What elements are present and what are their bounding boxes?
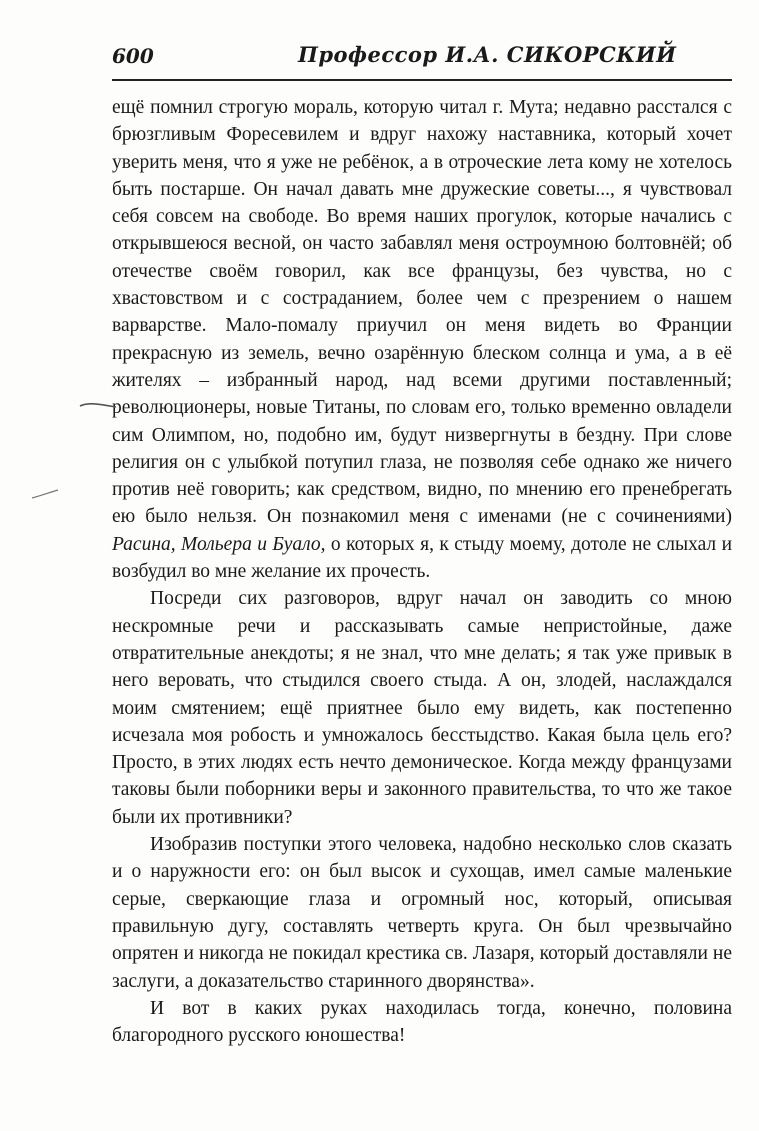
page-number: 600	[112, 44, 154, 68]
pen-mark-icon	[30, 488, 60, 502]
running-title: Профессор И.А. СИКОРСКИЙ	[298, 42, 677, 67]
author-names: Расина, Мольера и Буало,	[112, 533, 326, 555]
paragraph-1	[112, 94, 732, 585]
paragraph-3: Изобразив поступки этого человека, надобно несколько слов сказать и о наружности его: он был высок и сухощав, имел самые маленькие серые, сверкающие глаза и огромный нос, который, описывая правильную дугу, составлять четверть круга. Он был чрезвычайно опрятен и никогда не покидал крестика св. Лазаря, который доставляли не заслуги, а доказательство старинного дворянства».	[112, 834, 732, 992]
paragraph-1-start: ещё помнил строгую мораль, которую читал г. Мута; недавно расстался с брюзгливым Форесевилем и вдруг нахожу наставника, который хочет уверить меня, что я уже не ребёнок, а в отроческие лета кому не хотелось быть постарше. Он начал давать мне дружеские советы..., я чувствовал себя совсем на свободе. Во время наших прогулок, которые начались с открывшеюся весной, он часто забавлял меня остроумною болтовнёй; об отечестве своём говорил, как все французы, без чувства, но с хвастовством и с состраданием, более чем с презрением о нашем варварстве. Мало-помалу приучил он меня видеть во Франции прекрасную из земель, вечно озарённую блеском солнца и ума, а в её жителях – избранный народ, над всеми другими поставленный; революционеры, новые Титаны, по словам его, только временно овладели сим Олимпом, но, подобно им, будут низвергнуты в бездну. При слове религия он с улыбкой потупил глаза, не позволяя себе однако же ничего против неё говорить; как средством, видно, по мнению его пренебрегать ею было нельзя. Он познакомил меня с именами (не с сочинениями)	[112, 97, 732, 528]
header-rule	[112, 79, 732, 81]
paragraph-4: И вот в каких руках находилась тогда, конечно, половина благородного русского юношества!	[112, 997, 732, 1047]
paragraph-2: Посреди сих разговоров, вдруг начал он заводить со мною нескромные речи и рассказывать самые непристойные, даже отвратительные анекдоты; я не знал, что мне делать; я так уже привык в него веровать, что стыдился своего стыда. А он, злодей, наслаждался моим смятением; ещё приятнее было ему видеть, как постепенно исчезала моя робость и умножалось бесстыдство. Какая была цель его? Просто, в этих людях есть нечто демоническое. Когда между французами таковы были поборники веры и законного правительства, то что же такое были их противники?	[112, 588, 732, 828]
paragraph-1-end: о которых я, к стыду моему, дотоле не слыхал и возбудил во мне желание их прочесть.	[112, 533, 732, 583]
pen-mark-icon	[78, 398, 118, 412]
body-text	[112, 94, 732, 1049]
running-header	[112, 40, 732, 76]
